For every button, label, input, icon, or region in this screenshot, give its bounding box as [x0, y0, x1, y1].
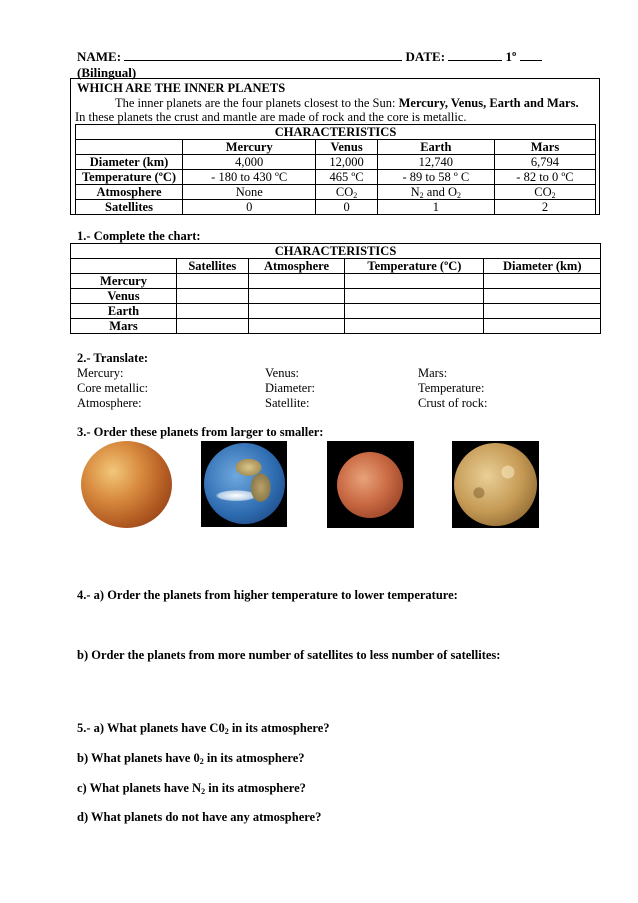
- cell: 0: [316, 200, 377, 215]
- cell: 12,740: [377, 155, 494, 170]
- q5a-post: in its atmosphere?: [228, 721, 330, 735]
- col-atmosphere: Atmosphere: [248, 259, 345, 274]
- translate-item: Atmosphere:: [77, 396, 142, 410]
- cell: 4,000: [183, 155, 316, 170]
- translate-item: Satellite:: [265, 396, 310, 410]
- answer-cell[interactable]: [345, 319, 484, 334]
- q5d-text: d) What planets do not have any atmosphere?: [77, 810, 322, 824]
- course-label: 1º: [505, 49, 517, 64]
- inner-planets-box: [70, 78, 600, 215]
- group-field[interactable]: [520, 49, 542, 61]
- cell: 2: [494, 200, 595, 215]
- complete-chart-title: CHARACTERISTICS: [71, 244, 601, 259]
- date-field[interactable]: [448, 49, 502, 61]
- row-label-atmosphere: Atmosphere: [76, 185, 183, 200]
- q4b-text: b) Order the planets from more number of satellites to less number of satellites:: [77, 648, 501, 662]
- table-row: [76, 200, 596, 215]
- cell: 0: [183, 200, 316, 215]
- worksheet-header: [77, 49, 597, 81]
- name-label: NAME:: [77, 49, 122, 64]
- answer-cell[interactable]: [248, 289, 345, 304]
- answer-cell[interactable]: [484, 304, 601, 319]
- table-row: [76, 155, 596, 170]
- earth-photo: [204, 443, 285, 524]
- translate-item: Core metallic:: [77, 381, 149, 395]
- q5b-sub: 2: [199, 757, 204, 766]
- q5b-text: [77, 751, 305, 766]
- answer-cell[interactable]: [177, 319, 249, 334]
- q3-title: 3.- Order these planets from larger to smaller:: [77, 425, 324, 439]
- col-mars: Mars: [494, 140, 595, 155]
- table-row: [76, 170, 596, 185]
- answer-cell[interactable]: [484, 289, 601, 304]
- cell: 465 ºC: [316, 170, 377, 185]
- translate-item: Diameter:: [265, 381, 315, 395]
- complete-chart-table: [70, 243, 601, 334]
- row-label-venus: Venus: [71, 289, 177, 304]
- cell: - 89 to 58 º C: [377, 170, 494, 185]
- intro-planet-list: Mercury, Venus, Earth and Mars.: [398, 96, 579, 110]
- col-mercury: Mercury: [183, 140, 316, 155]
- intro-line-1-text: The inner planets are the four planets closest to the Sun:: [115, 96, 399, 110]
- translate-item: Mars:: [418, 366, 448, 380]
- corner-cell: [76, 140, 183, 155]
- q5c-text: [77, 781, 306, 796]
- row-label-satellites: Satellites: [76, 200, 183, 215]
- cell: - 180 to 430 ºC: [183, 170, 316, 185]
- answer-cell[interactable]: [484, 274, 601, 289]
- answer-cell[interactable]: [345, 274, 484, 289]
- col-venus: Venus: [316, 140, 377, 155]
- cell: 12,000: [316, 155, 377, 170]
- characteristics-title: CHARACTERISTICS: [76, 125, 596, 140]
- cell: 1: [377, 200, 494, 215]
- answer-cell[interactable]: [177, 304, 249, 319]
- characteristics-table: [75, 124, 596, 215]
- cell: $CO_2$: [494, 185, 595, 200]
- mars-photo: [337, 452, 403, 518]
- q5b-post: in its atmosphere?: [203, 751, 305, 765]
- venus-photo: [81, 441, 172, 528]
- q5c-pre: c) What planets have N: [77, 781, 202, 795]
- answer-cell[interactable]: [484, 319, 601, 334]
- row-label-mercury: Mercury: [71, 274, 177, 289]
- q5b-pre: b) What planets have 0: [77, 751, 200, 765]
- translate-item: Venus:: [265, 366, 300, 380]
- q4a-text: 4.- a) Order the planets from higher temperature to lower temperature:: [77, 588, 458, 602]
- intro-title: WHICH ARE THE INNER PLANETS: [77, 81, 286, 95]
- row-label-mars: Mars: [71, 319, 177, 334]
- bilingual-label: (Bilingual): [77, 65, 137, 80]
- q2-title: 2.- Translate:: [77, 351, 149, 365]
- table-row: [71, 304, 601, 319]
- col-satellites: Satellites: [177, 259, 249, 274]
- col-earth: Earth: [377, 140, 494, 155]
- cell: - 82 to 0 ºC: [494, 170, 595, 185]
- answer-cell[interactable]: [248, 304, 345, 319]
- col-temperature: Temperature (ºC): [345, 259, 484, 274]
- answer-cell[interactable]: [177, 289, 249, 304]
- translate-item: Mercury:: [77, 366, 124, 380]
- name-field[interactable]: [124, 49, 402, 61]
- answer-cell[interactable]: [177, 274, 249, 289]
- q5c-sub: 2: [201, 787, 206, 796]
- cell: None: [183, 185, 316, 200]
- row-label-temperature: Temperature (ºC): [76, 170, 183, 185]
- q1-title: 1.- Complete the chart:: [77, 229, 201, 243]
- intro-line-2: In these planets the crust and mantle are made of rock and the core is metallic.: [75, 110, 467, 124]
- table-row: [71, 289, 601, 304]
- row-label-earth: Earth: [71, 304, 177, 319]
- table-row: [71, 319, 601, 334]
- translate-item: Temperature:: [418, 381, 485, 395]
- col-diameter: Diameter (km): [484, 259, 601, 274]
- cell: $CO_2$: [316, 185, 377, 200]
- date-label: DATE:: [405, 49, 446, 64]
- mercury-photo: [454, 443, 537, 526]
- corner-cell: [71, 259, 177, 274]
- intro-line-1: [115, 96, 579, 111]
- answer-cell[interactable]: [345, 304, 484, 319]
- row-label-diameter: Diameter (km): [76, 155, 183, 170]
- translate-item: Crust of rock:: [418, 396, 488, 410]
- answer-cell[interactable]: [345, 289, 484, 304]
- cell: $N_2$ and $O_2$: [377, 185, 494, 200]
- q5a-sub: 2: [224, 727, 229, 736]
- answer-cell[interactable]: [248, 274, 345, 289]
- answer-cell[interactable]: [248, 319, 345, 334]
- q5c-post: in its atmosphere?: [205, 781, 306, 795]
- table-row: [71, 274, 601, 289]
- cell: 6,794: [494, 155, 595, 170]
- q5a-text: [77, 721, 330, 736]
- table-row: [76, 185, 596, 200]
- q5a-pre: 5.- a) What planets have C0: [77, 721, 225, 735]
